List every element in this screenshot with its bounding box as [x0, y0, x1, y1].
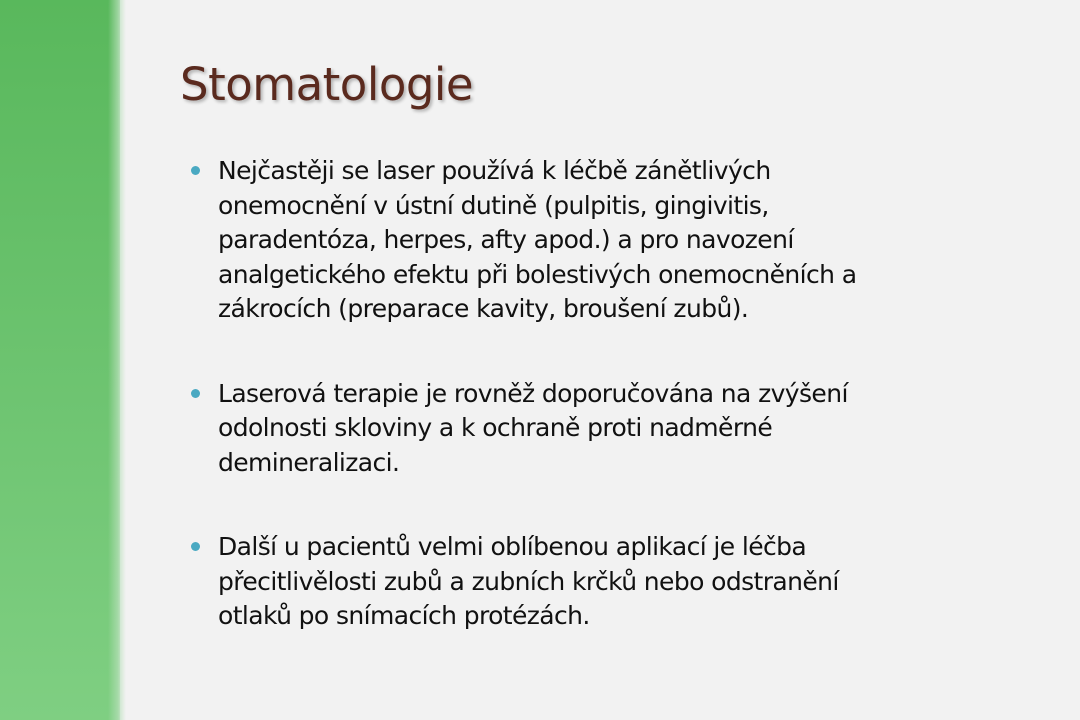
bullet-line: zákrocích (preparace kavity, broušení zubů). [218, 294, 749, 323]
bullet-line: Laserová terapie je rovněž doporučována na zvýšení [218, 378, 848, 408]
bullet-line: paradentóza, herpes, afty apod.) a pro navození [218, 225, 794, 254]
bullet-line: Nejčastěji se laser používá k léčbě zánětlivých [218, 156, 771, 185]
side-accent-band-fade [108, 0, 126, 720]
bullet-item [190, 154, 1020, 327]
bullet-line: analgetického efektu při bolestivých onemocněních a [218, 259, 857, 289]
slide-title: Stomatologie [180, 58, 474, 111]
bullet-line: přecitlivělosti zubů a zubních krčků nebo odstranění [218, 566, 839, 596]
bullet-item [190, 377, 1020, 481]
bullet-line: odolnosti skloviny a k ochraně proti nadměrné [218, 413, 773, 442]
bullet-dot-icon [191, 542, 200, 551]
bullet-text [218, 154, 1020, 327]
bullet-line: demineralizaci. [218, 447, 400, 477]
bullet-text [218, 530, 1020, 634]
bullet-line: otlaků po snímacích protézách. [218, 601, 590, 630]
side-accent-band [0, 0, 120, 720]
bullet-dot-icon [191, 166, 200, 175]
bullet-line: Další u pacientů velmi oblíbenou aplikací je léčba [218, 532, 807, 561]
bullet-item [190, 530, 1020, 634]
bullet-dot-icon [191, 389, 200, 398]
bullet-line: onemocnění v ústní dutině (pulpitis, gingivitis, [218, 190, 769, 220]
bullet-list [190, 154, 1020, 684]
bullet-text [218, 377, 1020, 481]
